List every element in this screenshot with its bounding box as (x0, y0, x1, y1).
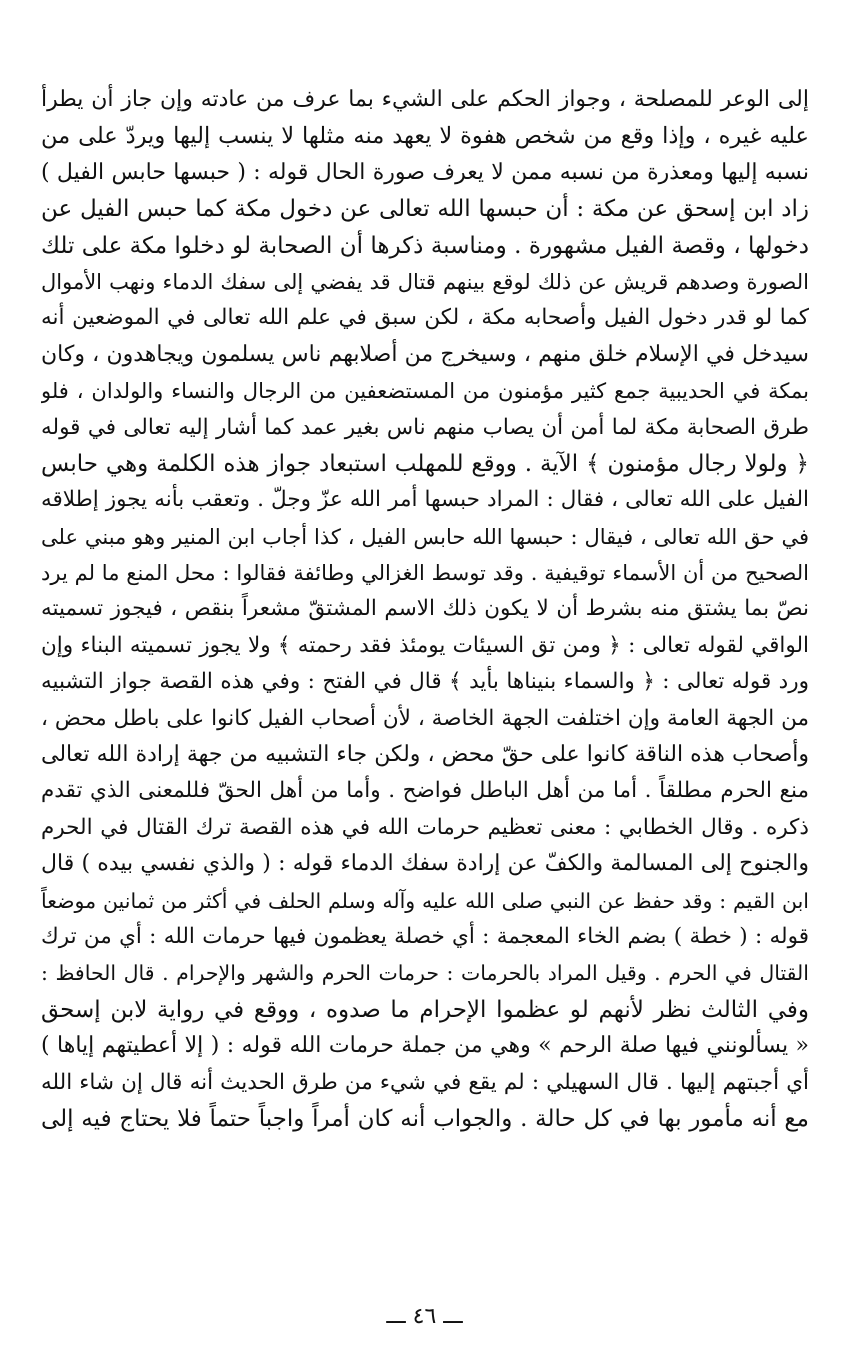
text-line: من الجهة العامة وإن اختلفت الجهة الخاصة ، لأن أصحاب الفيل كانوا على باطل محض ، (41, 705, 809, 731)
text-line: مع أنه مأمور بها في كل حالة . والجواب أنه كان أمراً واجباً حتماً فلا يحتاج فيه إلى (41, 1105, 809, 1132)
text-line: إلى الوعر للمصلحة ، وجواز الحكم على الشيء بما عرف من عادته وإن جاز أن يطرأ (41, 87, 809, 112)
text-line: نسبه إليها ومعذرة من نسبه ممن لا يعرف صورة الحال قوله : ( حبسها حابس الفيل ) (41, 159, 809, 185)
text-line: عليه غيره ، وإذا وقع من شخص هفوة لا يعهد منه مثلها لا ينسب إليها ويردّ على من (41, 123, 809, 150)
text-line: كما لو قدر دخول الفيل وأصحابه مكة ، لكن سبق في علم الله تعالى في الموضعين أنه (41, 305, 809, 331)
text-line: طرق الصحابة مكة لما أمن أن يصاب منهم ناس بغير عمد كما أشار إليه تعالى في قوله (41, 414, 809, 440)
text-line: زاد ابن إسحق عن مكة : أن حبسها الله تعالى عن دخول مكة كما حبس الفيل عن (41, 196, 809, 223)
text-line: منع الحرم مطلقاً . أما من أهل الباطل فواضح . وأما من أهل الحقّ فللمعنى الذي تقدم (41, 778, 809, 804)
text-line: وأصحاب هذه الناقة كانوا على حقّ محض ، ولكن جاء التشبيه من جهة إرادة الله تعالى (41, 742, 809, 768)
text-line: وفي الثالث نظر لأنهم لو عظموا الإحرام ما صدوه ، ووقع في رواية لابن إسحق (41, 996, 809, 1023)
text-line: في حق الله تعالى ، فيقال : حبسها الله حابس الفيل ، كذا أجاب ابن المنير وهو مبني على (41, 524, 809, 549)
text-line: ﴿ ولولا رجال مؤمنون ﴾ الآية . ووقع للمهلب استبعاد جواز هذه الكلمة وهي حابس (41, 450, 809, 477)
text-line: « يسألونني فيها صلة الرحم » وهي من جملة حرمات الله قوله : ( إلا أعطيتهم إياها ) (41, 1033, 809, 1059)
text-line: سيدخل في الإسلام خلق منهم ، وسيخرج من أصلابهم ناس يسلمون ويجاهدون ، وكان (41, 341, 809, 367)
text-line: ابن القيم : وقد حفظ عن النبي صلى الله عليه وآله وسلم الحلف في أكثر من ثمانين موضعاً (41, 888, 809, 913)
body-text (41, 82, 809, 1137)
text-line: بمكة في الحديبية جمع كثير مؤمنون من المستضعفين من الرجال والنساء والولدان ، فلو (41, 379, 809, 404)
text-line: الفيل على الله تعالى ، فقال : المراد حبسها أمر الله عزّ وجلّ . وتعقب بأنه يجوز إطلاقه (41, 487, 809, 513)
text-line: نصّ بما يشتق منه بشرط أن لا يكون ذلك الاسم المشتقّ مشعراً بنقص ، فيجوز تسميته (41, 596, 809, 622)
text-line: القتال في الحرم . وقيل المراد بالحرمات : حرمات الحرم والشهر والإحرام . قال الحافظ : (41, 961, 809, 986)
text-line: أي أجبتهم إليها . قال السهيلي : لم يقع في شيء من طرق الحديث أنه قال إن شاء الله (41, 1069, 809, 1095)
text-line: قوله : ( خطة ) بضم الخاء المعجمة : أي خصلة يعظمون فيها حرمات الله : أي من ترك (41, 923, 809, 949)
text-line: الصورة وصدهم قريش عن ذلك لوقع بينهم قتال قد يفضي إلى سفك الدماء ونهب الأموال (41, 269, 809, 294)
text-line: ذكره . وقال الخطابي : معنى تعظيم حرمات الله في هذه القصة ترك القتال في الحرم (41, 814, 809, 840)
text-line: والجنوح إلى المسالمة والكفّ عن إرادة سفك الدماء قوله : ( والذي نفسي بيده ) قال (41, 851, 809, 877)
text-line: ورد قوله تعالى : ﴿ والسماء بنيناها بأيد ﴾ قال في الفتح : وفي هذه القصة جواز التشبيه (41, 669, 809, 695)
text-line: دخولها ، وقصة الفيل مشهورة . ومناسبة ذكرها أن الصحابة لو دخلوا مكة على تلك (41, 232, 809, 259)
text-line: الواقي لقوله تعالى : ﴿ ومن تق السيئات يومئذ فقد رحمته ﴾ ولا يجوز تسميته البناء وإن (41, 632, 809, 658)
page-number: ـــ ٤٦ ـــ (386, 1304, 463, 1329)
text-line: الصحيح من أن الأسماء توقيفية . وقد توسط الغزالي وطائفة فقالوا : محل المنع ما لم يرد (41, 561, 809, 586)
